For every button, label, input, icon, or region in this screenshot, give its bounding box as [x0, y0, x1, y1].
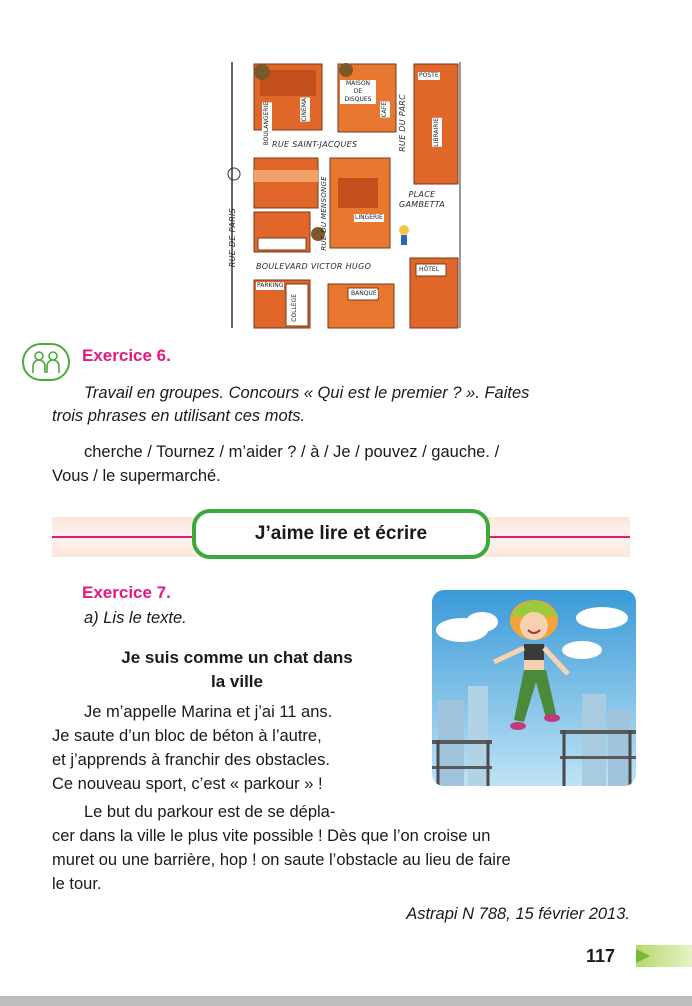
text-line-6: cer dans la ville le plus vite possible ! Dès que l’on croise un [52, 827, 491, 845]
text-line-2: Je saute d’un bloc de béton à l’autre, [52, 727, 322, 745]
building-banque: BANQUE [351, 290, 377, 297]
street-rue-du-parc: RUE DU PARC [398, 94, 407, 152]
group-work-icon [22, 343, 70, 381]
text-heading-line1: Je suis comme un chat dans [121, 648, 353, 667]
text-line-3: et j’apprends à franchir des obstacles. [52, 751, 330, 769]
text-line-1: Je m’appelle Marina et j’ai 11 ans. [84, 703, 333, 721]
street-rue-du-mensonge: RUE DU MENSONGE [320, 176, 328, 251]
city-map [226, 58, 462, 330]
exercise-6-words-line1: cherche / Tournez / m’aider ? / à / Je / pouvez / gauche. / [84, 443, 500, 461]
building-librairie: LIBRAIRIE [433, 118, 440, 147]
building-lingerie: LINGERIE [355, 214, 383, 221]
page-arrow-icon [636, 945, 692, 967]
exercise-6-words-line2: Vous / le supermarché. [52, 467, 221, 485]
text-line-5: Le but du parkour est de se dépla- [84, 803, 336, 821]
section-title: J’aime lire et écrire [254, 523, 428, 544]
building-hotel: HÔTEL [419, 266, 440, 273]
place-gambetta: PLACE GAMBETTA [398, 190, 446, 209]
street-rue-saint-jacques: RUE SAINT-JACQUES [272, 140, 358, 149]
text-heading-line2: la ville [211, 672, 263, 691]
exercise-6-title: Exercice 6. [82, 346, 171, 365]
building-cafe: CAFÉ [381, 102, 388, 118]
text-source: Astrapi N 788, 15 février 2013. [406, 905, 630, 923]
exercise-6-instruction-line1: Travail en groupes. Concours « Qui est le premier ? ». Faites [84, 384, 530, 402]
building-college: COLLÈGE [291, 294, 298, 322]
building-cinema: CINÉMA [301, 98, 308, 122]
exercise-7-title: Exercice 7. [82, 583, 171, 602]
building-parking: PARKING [257, 282, 284, 289]
building-poste: POSTE [419, 72, 439, 79]
bottom-bar [0, 996, 692, 1006]
text-line-4: Ce nouveau sport, c’est « parkour » ! [52, 775, 323, 793]
exercise-6-instruction-line2: trois phrases en utilisant ces mots. [52, 407, 306, 425]
text-line-7: muret ou une barrière, hop ! on saute l’obstacle au lieu de faire [52, 851, 511, 869]
building-maison-de-disques: MAISON DE DISQUES [340, 80, 376, 104]
text-heading [52, 646, 422, 694]
building-boulangerie: BOULANGERIE [263, 102, 270, 146]
page-number: 117 [586, 946, 616, 966]
text-line-8: le tour. [52, 875, 102, 893]
parkour-girl-illustration [432, 590, 636, 786]
exercise-7-instruction: a) Lis le texte. [84, 609, 187, 627]
street-boulevard: BOULEVARD VICTOR HUGO [256, 262, 372, 271]
street-rue-de-paris: RUE DE PARIS [228, 208, 237, 268]
